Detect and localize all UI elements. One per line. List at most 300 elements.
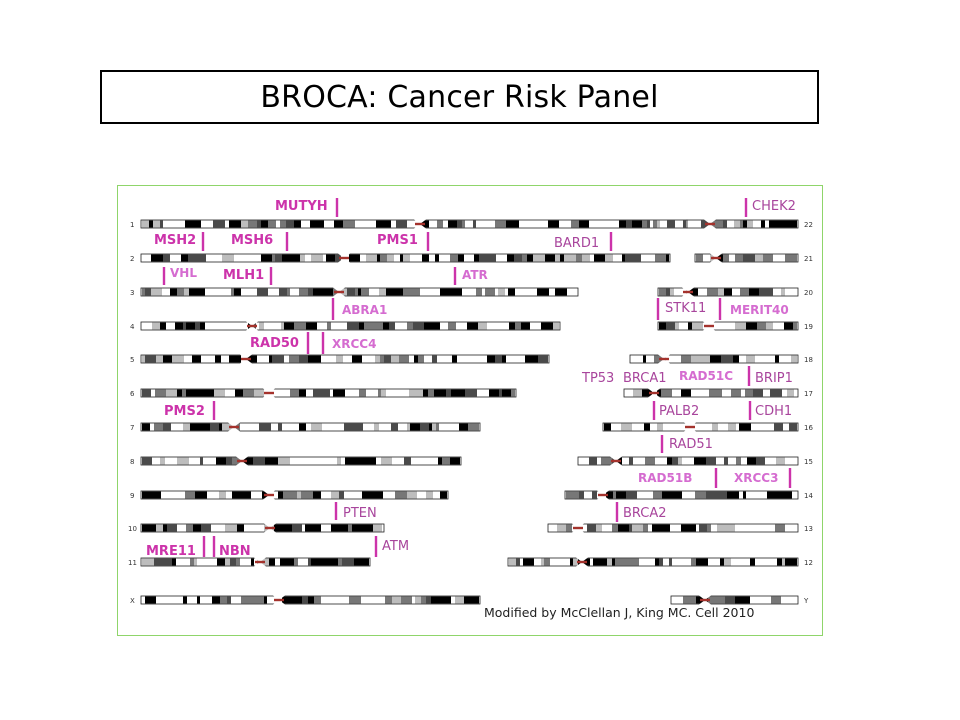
band bbox=[185, 221, 192, 228]
centromere bbox=[274, 599, 284, 601]
band bbox=[261, 221, 268, 228]
band bbox=[420, 424, 424, 431]
band bbox=[717, 597, 725, 604]
gene-label: MSH6 bbox=[231, 233, 274, 248]
band bbox=[364, 525, 373, 532]
band bbox=[556, 323, 559, 330]
band bbox=[259, 323, 264, 330]
band bbox=[629, 458, 633, 465]
band bbox=[753, 390, 763, 397]
band bbox=[323, 559, 331, 566]
band bbox=[706, 458, 716, 465]
band bbox=[220, 597, 227, 604]
band bbox=[253, 458, 265, 465]
band bbox=[657, 221, 660, 228]
band bbox=[272, 255, 275, 262]
band bbox=[142, 356, 145, 363]
band bbox=[399, 356, 409, 363]
band bbox=[767, 492, 778, 499]
band bbox=[502, 390, 511, 397]
band bbox=[387, 255, 394, 262]
gene-pms1 bbox=[377, 232, 428, 251]
band bbox=[631, 255, 641, 262]
band bbox=[229, 356, 241, 363]
band bbox=[314, 597, 321, 604]
band bbox=[403, 289, 410, 296]
chromosome-label: 19 bbox=[804, 323, 813, 331]
band bbox=[308, 559, 311, 566]
band bbox=[151, 289, 162, 296]
chromosome-3 bbox=[130, 288, 578, 298]
band bbox=[458, 390, 465, 397]
band bbox=[778, 492, 787, 499]
band bbox=[724, 458, 728, 465]
band bbox=[666, 289, 670, 296]
centromere bbox=[705, 223, 715, 225]
band bbox=[344, 424, 352, 431]
band bbox=[781, 289, 785, 296]
band bbox=[264, 597, 267, 604]
gene-label: RAD51 bbox=[669, 437, 713, 452]
band bbox=[344, 525, 348, 532]
band bbox=[186, 525, 193, 532]
band bbox=[278, 424, 282, 431]
band bbox=[448, 323, 456, 330]
band bbox=[691, 559, 696, 566]
gene-label: MUTYH bbox=[275, 199, 328, 214]
band bbox=[283, 492, 294, 499]
band bbox=[355, 289, 358, 296]
band bbox=[672, 492, 678, 499]
band bbox=[490, 255, 496, 262]
chromosome-6 bbox=[130, 389, 516, 399]
band bbox=[219, 492, 226, 499]
band bbox=[234, 289, 241, 296]
band bbox=[381, 390, 386, 397]
band bbox=[499, 390, 502, 397]
band bbox=[410, 424, 420, 431]
gene-label: ATR bbox=[462, 268, 488, 282]
band bbox=[740, 289, 749, 296]
chromosome-label: 15 bbox=[804, 458, 813, 466]
band bbox=[386, 289, 397, 296]
band bbox=[158, 390, 166, 397]
band bbox=[289, 356, 299, 363]
chromosome-22 bbox=[687, 220, 813, 230]
band bbox=[215, 356, 221, 363]
band bbox=[421, 597, 426, 604]
band bbox=[186, 390, 195, 397]
band bbox=[297, 492, 301, 499]
band bbox=[745, 390, 753, 397]
chromosome-Y bbox=[671, 596, 809, 606]
band bbox=[766, 323, 773, 330]
band bbox=[374, 492, 383, 499]
band bbox=[669, 559, 672, 566]
band bbox=[368, 458, 373, 465]
band bbox=[182, 390, 186, 397]
band bbox=[555, 255, 560, 262]
band bbox=[153, 221, 160, 228]
band bbox=[241, 597, 251, 604]
band bbox=[201, 525, 211, 532]
band bbox=[251, 559, 254, 566]
band bbox=[759, 289, 763, 296]
band bbox=[642, 221, 647, 228]
band bbox=[142, 221, 149, 228]
band bbox=[696, 559, 708, 566]
band bbox=[181, 255, 188, 262]
band bbox=[653, 492, 662, 499]
centromere bbox=[415, 223, 425, 225]
chromosome-label: 13 bbox=[804, 525, 813, 533]
band bbox=[336, 356, 343, 363]
gene-nbn bbox=[214, 536, 251, 559]
band bbox=[251, 597, 257, 604]
gene-label: BRIP1 bbox=[755, 371, 793, 386]
band bbox=[287, 289, 290, 296]
band bbox=[735, 597, 745, 604]
chromosome-15 bbox=[578, 457, 813, 467]
band bbox=[359, 323, 364, 330]
band bbox=[362, 492, 374, 499]
band bbox=[177, 289, 184, 296]
chromosome-label: 17 bbox=[804, 390, 813, 398]
band bbox=[487, 356, 495, 363]
band bbox=[724, 525, 731, 532]
band bbox=[418, 356, 424, 363]
band bbox=[186, 323, 195, 330]
band bbox=[707, 289, 718, 296]
band bbox=[502, 356, 506, 363]
chromosome-7 bbox=[130, 423, 480, 433]
band bbox=[400, 255, 403, 262]
chromosome-label: 4 bbox=[130, 323, 135, 331]
band bbox=[667, 221, 675, 228]
band bbox=[361, 289, 365, 296]
band bbox=[538, 356, 543, 363]
band bbox=[321, 289, 330, 296]
band bbox=[189, 289, 197, 296]
band bbox=[268, 221, 276, 228]
band bbox=[200, 323, 205, 330]
chromosome-label: 22 bbox=[804, 221, 813, 229]
band bbox=[294, 492, 297, 499]
band bbox=[459, 424, 468, 431]
chromosome-5 bbox=[130, 355, 549, 365]
band bbox=[268, 458, 278, 465]
band bbox=[629, 525, 632, 532]
band bbox=[462, 221, 465, 228]
band bbox=[514, 255, 522, 262]
band bbox=[438, 597, 445, 604]
band bbox=[746, 356, 755, 363]
band bbox=[587, 525, 596, 532]
band bbox=[345, 458, 356, 465]
band bbox=[281, 323, 284, 330]
band bbox=[498, 289, 505, 296]
gene-vhl bbox=[164, 266, 197, 285]
band bbox=[723, 221, 727, 228]
band bbox=[724, 289, 732, 296]
band bbox=[525, 356, 535, 363]
band bbox=[782, 559, 785, 566]
band bbox=[537, 289, 549, 296]
band bbox=[302, 597, 308, 604]
band bbox=[333, 390, 345, 397]
band bbox=[162, 559, 172, 566]
chromosome-9 bbox=[130, 491, 448, 501]
centromere bbox=[255, 561, 265, 563]
band bbox=[672, 458, 678, 465]
band bbox=[566, 525, 572, 532]
band bbox=[311, 559, 323, 566]
band bbox=[349, 597, 361, 604]
band bbox=[739, 424, 751, 431]
band bbox=[571, 221, 574, 228]
band bbox=[693, 597, 696, 604]
band bbox=[407, 323, 413, 330]
band bbox=[622, 255, 625, 262]
band bbox=[231, 289, 234, 296]
title-box bbox=[100, 70, 819, 124]
band bbox=[776, 458, 785, 465]
band bbox=[659, 525, 670, 532]
band bbox=[229, 221, 241, 228]
band bbox=[746, 323, 750, 330]
band bbox=[156, 356, 163, 363]
band bbox=[195, 323, 200, 330]
band bbox=[691, 525, 696, 532]
band bbox=[735, 255, 743, 262]
band bbox=[545, 255, 555, 262]
chromosome-label: 8 bbox=[130, 458, 135, 466]
band bbox=[257, 289, 268, 296]
band bbox=[243, 390, 254, 397]
band bbox=[464, 597, 473, 604]
centromere bbox=[264, 494, 274, 496]
band bbox=[712, 390, 722, 397]
gene-rad51b bbox=[638, 468, 716, 488]
centromere bbox=[339, 257, 349, 259]
band bbox=[734, 221, 740, 228]
band bbox=[385, 597, 392, 604]
band bbox=[731, 525, 735, 532]
band bbox=[743, 255, 755, 262]
band bbox=[149, 221, 153, 228]
band bbox=[728, 424, 736, 431]
band bbox=[396, 221, 407, 228]
band bbox=[678, 458, 682, 465]
band bbox=[216, 458, 226, 465]
centromere bbox=[241, 358, 251, 360]
band bbox=[330, 289, 333, 296]
chromosome-2 bbox=[130, 254, 670, 264]
gene-mlh1 bbox=[223, 267, 271, 285]
band bbox=[652, 525, 659, 532]
chromosome-16 bbox=[603, 423, 813, 433]
chromosome-label: 12 bbox=[804, 559, 813, 567]
band bbox=[414, 390, 423, 397]
band bbox=[440, 289, 447, 296]
band bbox=[349, 255, 360, 262]
chromosome-10 bbox=[128, 524, 384, 534]
band bbox=[735, 323, 746, 330]
band bbox=[198, 255, 206, 262]
band bbox=[655, 255, 666, 262]
band bbox=[383, 323, 389, 330]
band bbox=[428, 390, 434, 397]
band bbox=[300, 255, 305, 262]
band bbox=[237, 525, 244, 532]
band bbox=[455, 597, 464, 604]
band bbox=[777, 559, 782, 566]
band bbox=[436, 424, 439, 431]
band bbox=[557, 525, 566, 532]
band bbox=[423, 390, 428, 397]
band bbox=[163, 255, 170, 262]
band bbox=[183, 597, 187, 604]
band bbox=[392, 597, 401, 604]
band bbox=[659, 289, 666, 296]
band bbox=[352, 356, 362, 363]
band bbox=[188, 255, 198, 262]
band bbox=[330, 255, 335, 262]
band bbox=[308, 356, 311, 363]
band bbox=[589, 458, 597, 465]
chromosome-label: 2 bbox=[130, 255, 135, 263]
band bbox=[342, 559, 354, 566]
band bbox=[794, 559, 797, 566]
band bbox=[142, 458, 152, 465]
chromosome-outline bbox=[603, 423, 798, 431]
gene-label: CDH1 bbox=[755, 404, 793, 419]
band bbox=[308, 289, 313, 296]
band bbox=[566, 492, 569, 499]
gene-label: ABRA1 bbox=[342, 303, 388, 317]
band bbox=[285, 559, 294, 566]
gene-label: MLH1 bbox=[223, 268, 265, 283]
band bbox=[569, 492, 579, 499]
band bbox=[407, 492, 417, 499]
band bbox=[170, 289, 177, 296]
band bbox=[681, 356, 691, 363]
band bbox=[615, 559, 627, 566]
band bbox=[274, 525, 285, 532]
band bbox=[626, 221, 632, 228]
band bbox=[756, 458, 765, 465]
band bbox=[509, 559, 516, 566]
gene-label: PALB2 bbox=[659, 404, 700, 419]
band bbox=[160, 458, 165, 465]
band bbox=[145, 356, 156, 363]
chromosome-17 bbox=[624, 389, 813, 399]
band bbox=[227, 597, 231, 604]
gene-label: PMS1 bbox=[377, 233, 418, 248]
band bbox=[712, 424, 718, 431]
band bbox=[195, 424, 202, 431]
band bbox=[695, 492, 706, 499]
band bbox=[311, 356, 321, 363]
band bbox=[365, 289, 369, 296]
band bbox=[761, 221, 765, 228]
gene-label: PMS2 bbox=[164, 404, 205, 419]
band bbox=[326, 255, 330, 262]
gene-label: NBN bbox=[219, 544, 251, 559]
gene-label: MERIT40 bbox=[730, 303, 789, 317]
band bbox=[440, 492, 447, 499]
ideogram-figure bbox=[118, 186, 824, 637]
gene-label: CHEK2 bbox=[752, 199, 796, 214]
band bbox=[743, 492, 746, 499]
band bbox=[473, 597, 479, 604]
band bbox=[582, 255, 590, 262]
gene-label: XRCC4 bbox=[332, 337, 377, 351]
chromosome-12 bbox=[508, 558, 813, 568]
band bbox=[474, 255, 479, 262]
band bbox=[163, 525, 167, 532]
band bbox=[235, 390, 243, 397]
band bbox=[452, 356, 457, 363]
band bbox=[710, 356, 721, 363]
gene-label: RAD51B bbox=[638, 471, 693, 485]
band bbox=[240, 492, 251, 499]
band bbox=[145, 289, 151, 296]
band bbox=[592, 492, 597, 499]
band bbox=[339, 492, 344, 499]
band bbox=[205, 390, 214, 397]
band bbox=[727, 492, 739, 499]
band bbox=[172, 356, 184, 363]
band bbox=[755, 255, 763, 262]
band bbox=[442, 458, 450, 465]
gene-brip1 bbox=[749, 366, 793, 386]
centromere bbox=[229, 426, 239, 428]
band bbox=[749, 289, 753, 296]
band bbox=[645, 458, 655, 465]
band bbox=[775, 525, 785, 532]
band bbox=[311, 424, 322, 431]
band bbox=[740, 221, 743, 228]
band bbox=[443, 390, 446, 397]
band bbox=[489, 390, 499, 397]
band bbox=[506, 221, 509, 228]
band bbox=[698, 356, 710, 363]
band bbox=[219, 424, 222, 431]
band bbox=[366, 559, 369, 566]
band bbox=[763, 255, 773, 262]
band bbox=[601, 458, 612, 465]
band bbox=[142, 559, 154, 566]
chromosome-label: 6 bbox=[130, 390, 135, 398]
band bbox=[359, 390, 366, 397]
band bbox=[348, 525, 352, 532]
band bbox=[341, 525, 344, 532]
band bbox=[142, 390, 151, 397]
band bbox=[311, 255, 323, 262]
band bbox=[294, 559, 298, 566]
band bbox=[338, 559, 342, 566]
chromosome-19 bbox=[658, 322, 813, 332]
band bbox=[282, 255, 291, 262]
band bbox=[621, 424, 632, 431]
band bbox=[254, 390, 264, 397]
band bbox=[197, 289, 205, 296]
band bbox=[213, 221, 225, 228]
band bbox=[337, 458, 341, 465]
band bbox=[200, 458, 203, 465]
band bbox=[597, 559, 607, 566]
